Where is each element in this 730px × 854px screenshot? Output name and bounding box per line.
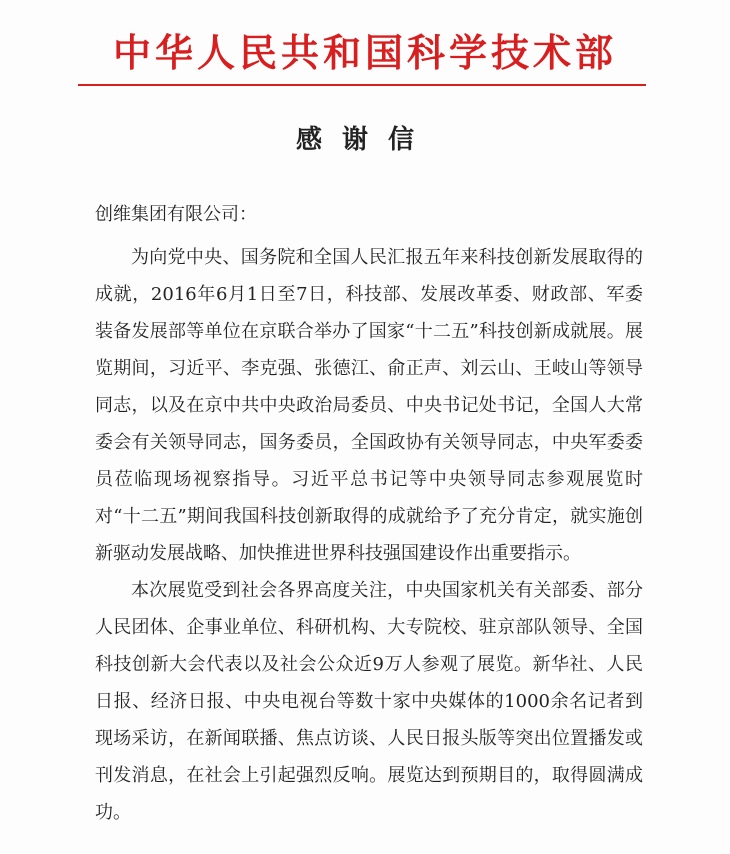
- body-paragraph: 为向党中央、国务院和全国人民汇报五年来科技创新发展取得的成就，2016年6月1日至7日，科技部、发展改革委、财政部、军委装备发展部等单位在京联合举办了国家“十二五”科技创新成就展。展览期间，习近平、李克强、张德江、俞正声、刘云山、王岐山等领导同志，以及在京中共中央政治局委员、中央书记处书记，全国人大常委会有关领导同志，国务委员，全国政协有关领导同志，中央军委委员莅临现场视察指导。习近平总书记等中央领导同志参观展览时对“十二五”期间我国科技创新取得的成就给予了充分肯定，就实施创新驱动发展战略、加快推进世界科技强国建设作出重要指示。: [95, 247, 643, 564]
- salutation: 创维集团有限公司：: [95, 204, 257, 225]
- document-title: 感谢信: [295, 125, 434, 155]
- letter-body: [95, 239, 643, 831]
- letterhead-divider: [78, 84, 646, 86]
- letterhead-title: 中华人民共和国科学技术部: [112, 30, 617, 75]
- body-paragraph: 本次展览受到社会各界高度关注，中央国家机关有关部委、部分人民团体、企事业单位、科研机构、大专院校、驻京部队领导、全国科技创新大会代表以及社会公众近9万人参观了展览。新华社、人民日报、经济日报、中央电视台等数十家中央媒体的1000余名记者到现场采访，在新闻联播、焦点访谈、人民日报头版等突出位置播发或刊发消息，在社会上引起强烈反响。展览达到预期目的，取得圆满成功。: [95, 580, 643, 823]
